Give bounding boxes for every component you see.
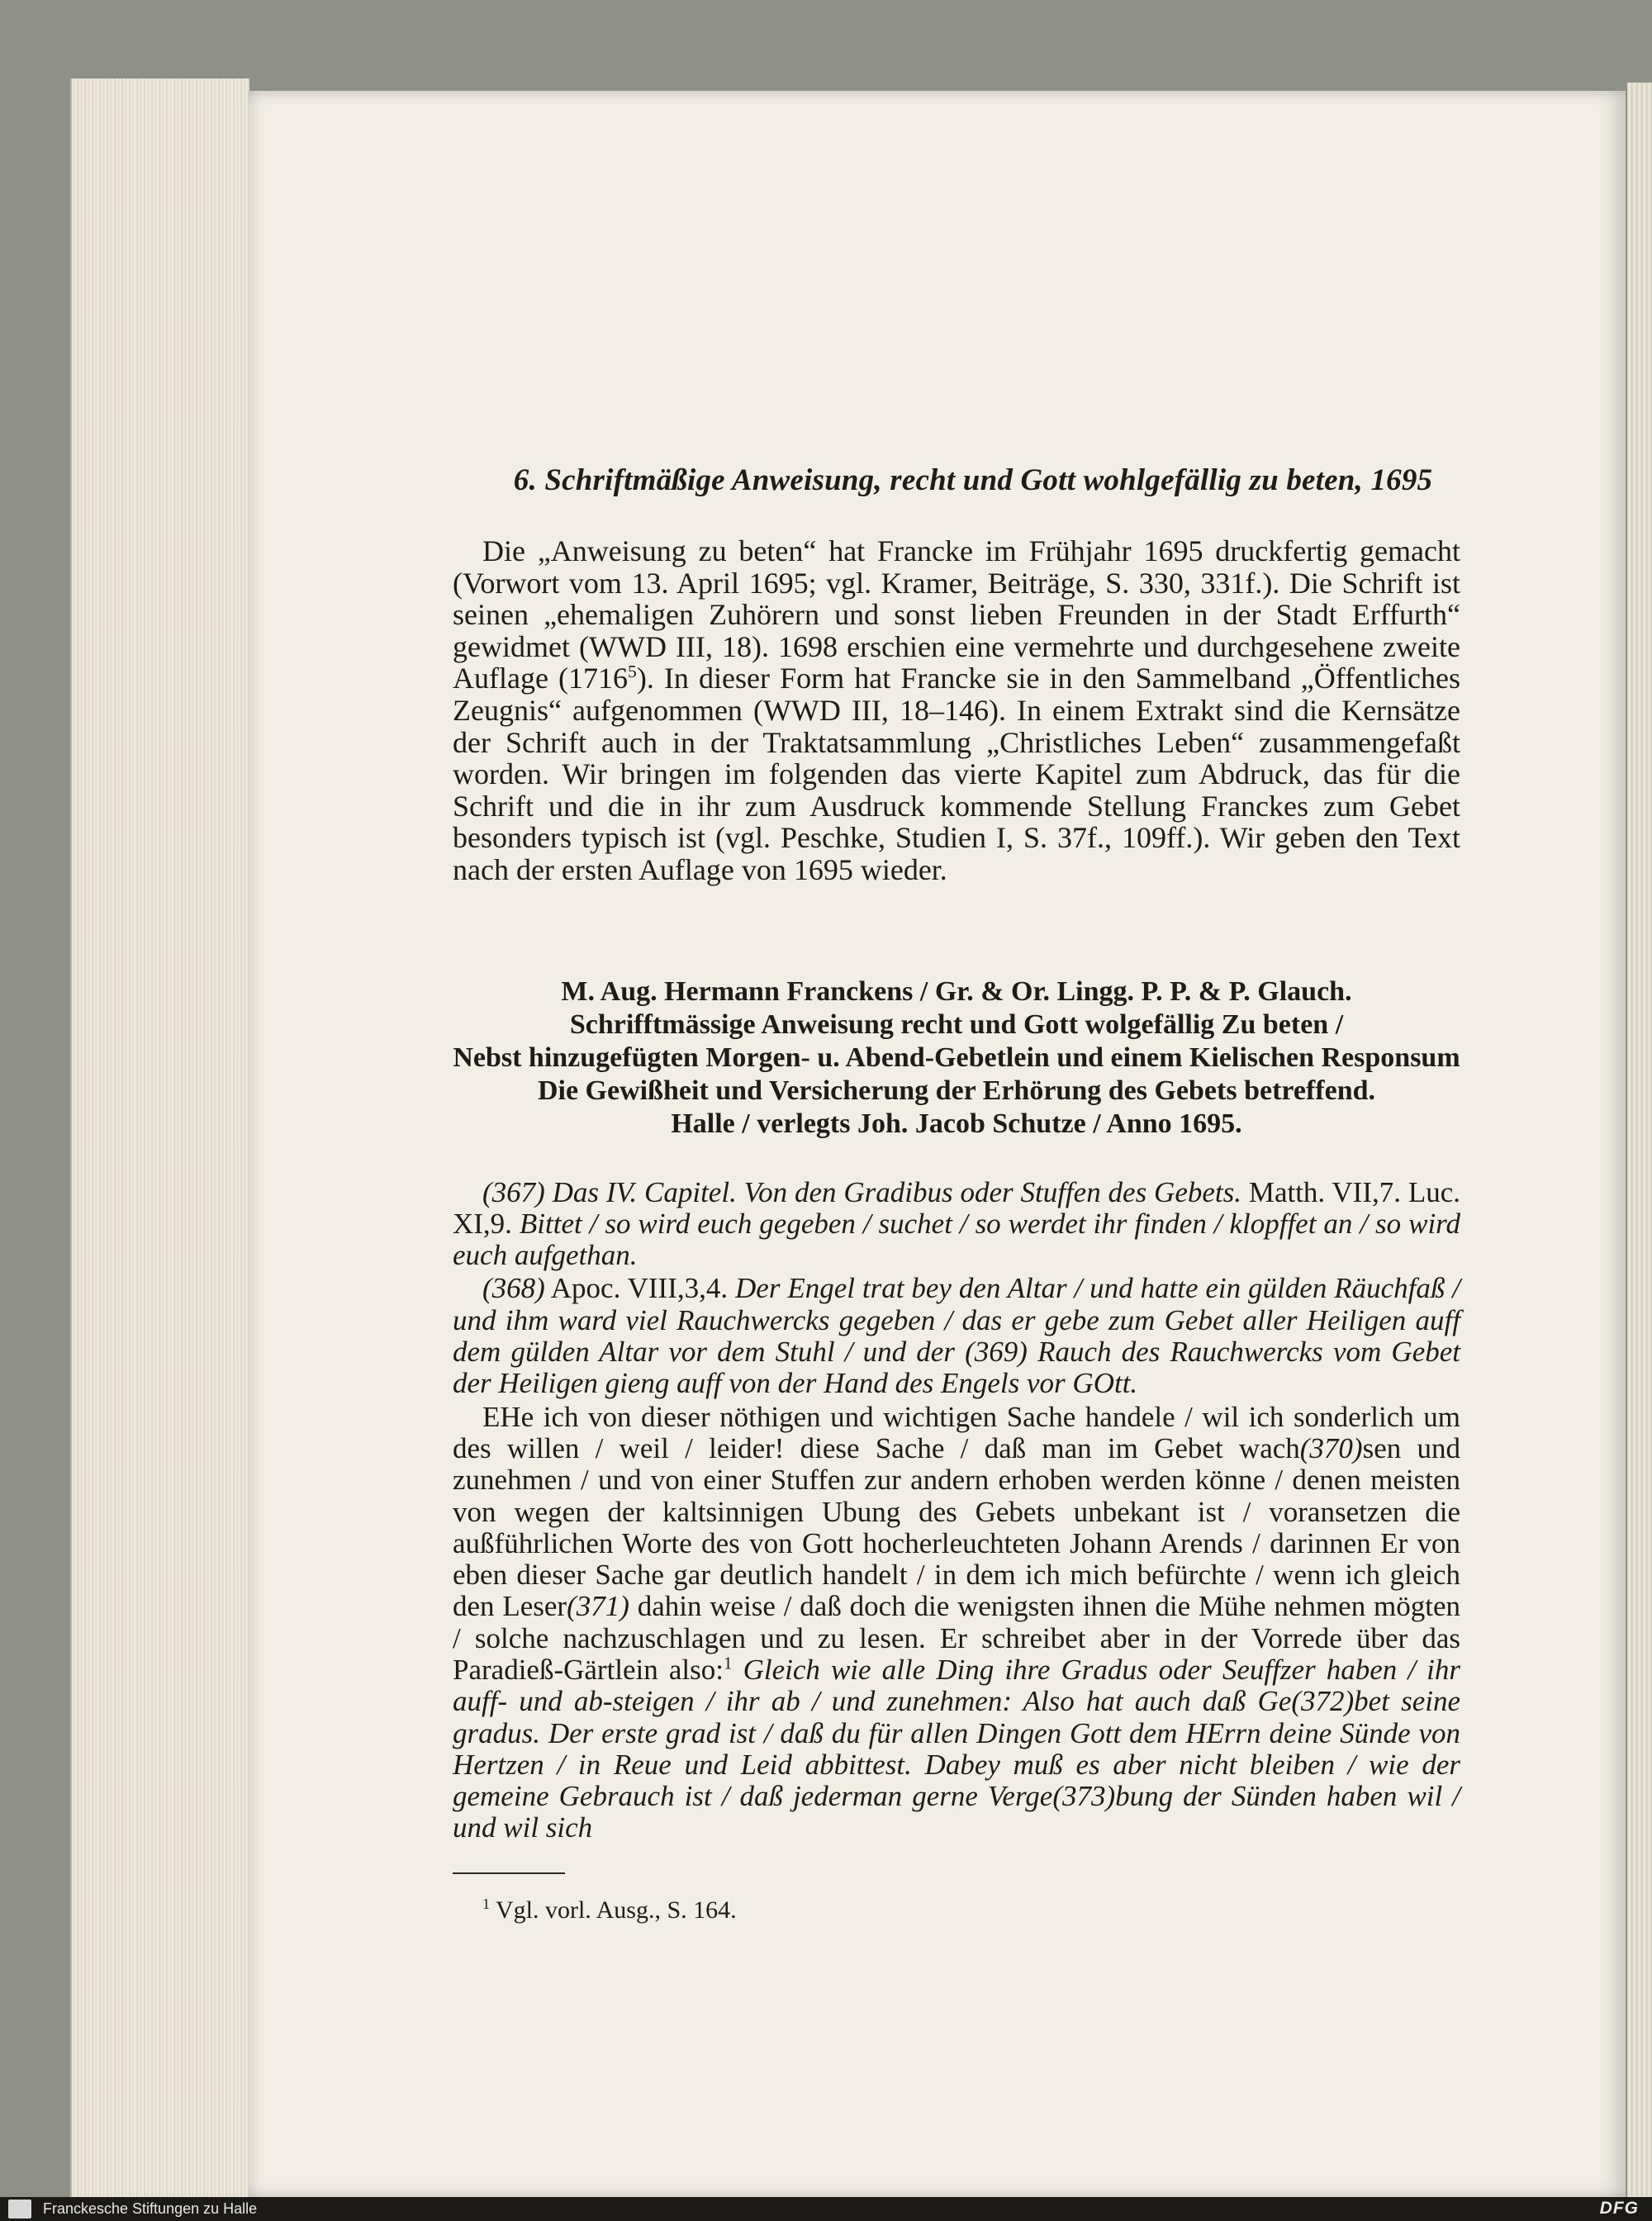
institution-name[interactable]: Franckesche Stiftungen zu Halle [43, 2200, 258, 2217]
page-content [453, 463, 1460, 1925]
arndt-quote: Gleich wie alle Ding ihre Gradus oder Seuffzer haben / ihr auff- und ab-steigen / ihr ab / und zunehmen: Also hat auch daß Ge(372)bet seine gradus. Der erste grad ist / daß du für allen Dingen Gott dem HErrn deine Sünde von Hertzen / in Reue und Leid abbittest. Dabey muß es aber nicht bleiben / wie der gemeine Gebrauch ist / daß jederman gerne Verge(373)bung der Sünden haben wil / und wil sich [453, 1653, 1460, 1844]
intro-text-2: ). In dieser Form hat Francke sie in den Sammelband „Öffentliches Zeugnis“ aufgenommen (WWD III, 18–146). In einem Extrakt sind die Kernsätze der Schrift auch in der Traktatsammlung „Christliches Leben“ zusammengefaßt worden. Wir bringen im folgenden das vierte Kapitel zum Abdruck, das für die Schrift und die in ihr zum Ausdruck kommende Stellung Franckes zum Gebet besonders typisch ist (vgl. Peschke, Studien I, S. 37f., 109ff.). Wir geben den Text nach der ersten Auflage von 1695 wieder. [453, 662, 1460, 886]
chapter-reference: Matth. VII,7. Luc. XI,9. [453, 1175, 1460, 1240]
institution-logo-icon[interactable] [8, 2200, 31, 2219]
intro-superscript: 5 [628, 662, 637, 682]
footnote-divider [453, 1872, 565, 1874]
title-line-2: Schrifftmässige Anweisung recht und Gott wolgefällig Zu beten / [569, 1008, 1344, 1040]
main-text-2: sen und zunehmen / und von einer Stuffen zur andern erhoben werden könne / denen meisten von wegen der kaltsinnigen Ubung des Gebets unbekant ist / voransetzen die außführlichen Worte des von Gott hocherleuchteten Johann Arends / darinnen Er von eben dieser Sache gar deutlich handelt / in dem ich mich befürchte / wenn ich gleich den Leser [453, 1431, 1460, 1623]
footnote-number: 1 [482, 1895, 490, 1912]
page-marker-370: (370) [1299, 1431, 1363, 1464]
footnote-reference: 1 [723, 1653, 733, 1673]
apocalypse-quote: Der Engel trat bey den Altar / und hatte ein gülden Räuchfaß / und ihm ward viel Rauchwercks gegeben / das er gebe zum Gebet aller Heiligen auff dem gülden Altar vor dem Stuhl / und der (369) Rauch des Rauchwercks vom Gebet der Heiligen gieng auff von der Hand des Engels vor GOtt. [453, 1272, 1460, 1400]
title-line-4: Die Gewißheit und Versicherung der Erhörung des Gebets betreffend. [537, 1075, 1376, 1106]
chapter-title: (367) Das IV. Capitel. Von den Gradibus oder Stuffen des Gebets. [482, 1175, 1241, 1208]
page-edges-right [1627, 83, 1652, 2197]
page-marker-368: (368) [482, 1272, 545, 1305]
footnote [482, 1896, 1460, 1925]
apocalypse-reference: Apoc. VIII,3,4. [544, 1272, 736, 1305]
historical-title-block [453, 975, 1460, 1141]
footnote-text: Vgl. vorl. Ausg., S. 164. [490, 1896, 737, 1924]
page-marker-371: (371) [567, 1590, 629, 1623]
title-line-5: Halle / verlegts Joh. Jacob Schutze / Anno 1695. [671, 1108, 1242, 1139]
intro-paragraph [453, 535, 1460, 886]
chapter-motto: Bittet / so wird euch gegeben / suchet / so werdet ihr finden / klopffet an / so wird euch aufgethan. [453, 1207, 1460, 1272]
dfg-logo[interactable]: DFG [1599, 2199, 1639, 2218]
intro-text-1: Die „Anweisung zu beten“ hat Francke im Frühjahr 1695 druckfertig gemacht (Vorwort vom 13. April 1695; vgl. Kramer, Beiträge, S. 330, 331f.). Die Schrift ist seinen „ehemaligen Zuhörern und sonst lieben Freunden in der Stadt Erffurth“ gewidmet (WWD III, 18). 1698 erschien eine vermehrte und durchgesehene zweite Auflage (1716 [453, 534, 1460, 695]
main-text-1: EHe ich von dieser nöthigen und wichtigen Sache handele / wil ich sonderlich um des willen / weil / leider! diese Sache / daß man im Gebet wach [453, 1400, 1460, 1464]
chapter-heading-paragraph [453, 1177, 1460, 1272]
main-paragraph [453, 1402, 1460, 1844]
main-text-3: dahin weise / daß doch die wenigsten ihnen die Mühe nehmen mögten / solche nachzuschlagen und zu lesen. Er schreibet aber in der Vorrede über das Paradieß-Gärtlein also: [453, 1590, 1460, 1686]
apocalypse-paragraph [453, 1273, 1460, 1399]
section-heading: 6. Schriftmäßige Anweisung, recht und Gott wohlgefällig zu beten, 1695 [513, 463, 1433, 497]
title-line-1: M. Aug. Hermann Franckens / Gr. & Or. Lingg. P. P. & P. Glauch. [561, 975, 1352, 1007]
title-line-3: Nebst hinzugefügten Morgen- u. Abend-Gebetlein und einem Kielischen Responsum [453, 1042, 1460, 1073]
footer-bar [0, 2197, 1652, 2221]
page-edges-left [70, 78, 249, 2197]
